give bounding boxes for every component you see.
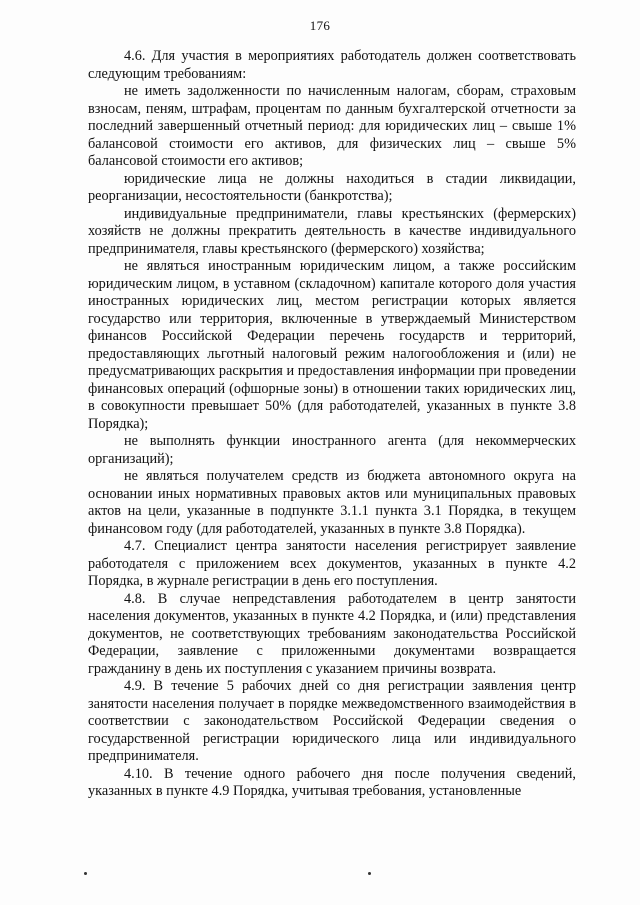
paragraph-requirement-not-foreign: не являться иностранным юридическим лицом, а также российским юридическим лицом, в уставном (складочном) капитале которого доля участия иностранных юридических лиц, местом регистрации которых является государство или территория, включенные в утверждаемый Министерством финансов Российской Федерации перечень государств и территорий, предоставляющих льготный налоговый режим налогообложения и (или) не предусматривающих раскрытия и предоставления информации при проведении финансовых операций (офшорные зоны) в отношении таких юридических лиц, в совокупности превышает 50% (для работодателей, указанных в пункте 3.8 Порядка);	[88, 258, 576, 432]
paragraph-4-7: 4.7. Специалист центра занятости населения регистрирует заявление работодателя с приложением всех документов, указанных в пункте 4.2 Порядка, в журнале регистрации в день его поступления.	[88, 538, 576, 589]
paragraph-4-10: 4.10. В течение одного рабочего дня после получения сведений, указанных в пункте 4.9 Порядка, учитывая требования, установленные	[88, 765, 576, 799]
scan-speck	[368, 872, 371, 875]
paragraph-4-9: 4.9. В течение 5 рабочих дней со дня регистрации заявления центр занятости населения получает в порядке межведомственного взаимодействия в соответствии с законодательством Российской Федерации сведения о государственной регистрации юридического лица или индивидуального предпринимателя.	[88, 678, 576, 764]
scan-speck	[84, 872, 87, 875]
paragraph-requirement-no-debt: не иметь задолженности по начисленным налогам, сборам, страховым взносам, пеням, штрафам, процентам по данным бухгалтерской отчетности за последний завершенный отчетный период: для юридических лиц – свыше 1% балансовой стоимости его активов, для физических лиц – свыше 5% балансовой стоимости его активов;	[88, 83, 576, 169]
paragraph-requirement-entrepreneurs: индивидуальные предприниматели, главы крестьянских (фермерских) хозяйств не должны прекратить деятельность в качестве индивидуального предпринимателя, главы крестьянского (фермерского) хозяйства;	[88, 205, 576, 257]
page-number: 176	[309, 18, 331, 33]
paragraph-4-8: 4.8. В случае непредставления работодателем в центр занятости населения документов, указанных в пункте 4.2 Порядка, и (или) представления документов, не соответствующих требованиям законодательства Российской Федерации, заявление с приложенными документами возвращается гражданину в день их поступления с указанием причины возврата.	[88, 590, 576, 677]
paragraph-4-6: 4.6. Для участия в мероприятиях работодатель должен соответствовать следующим требованиям:	[88, 48, 576, 82]
paragraph-requirement-not-foreign-agent: не выполнять функции иностранного агента (для некоммерческих организаций);	[88, 433, 576, 467]
document-body	[88, 48, 576, 801]
paragraph-requirement-no-budget-funds: не являться получателем средств из бюджета автономного округа на основании иных нормативных правовых актов или муниципальных правовых актов на цели, указанные в подпункте 3.1.1 пункта 3.1 Порядка, в текущем финансовом году (для работодателей, указанных в пункте 3.8 Порядка).	[88, 468, 576, 537]
paragraph-requirement-no-liquidation: юридические лица не должны находиться в стадии ликвидации, реорганизации, несостоятельности (банкротства);	[88, 170, 576, 204]
